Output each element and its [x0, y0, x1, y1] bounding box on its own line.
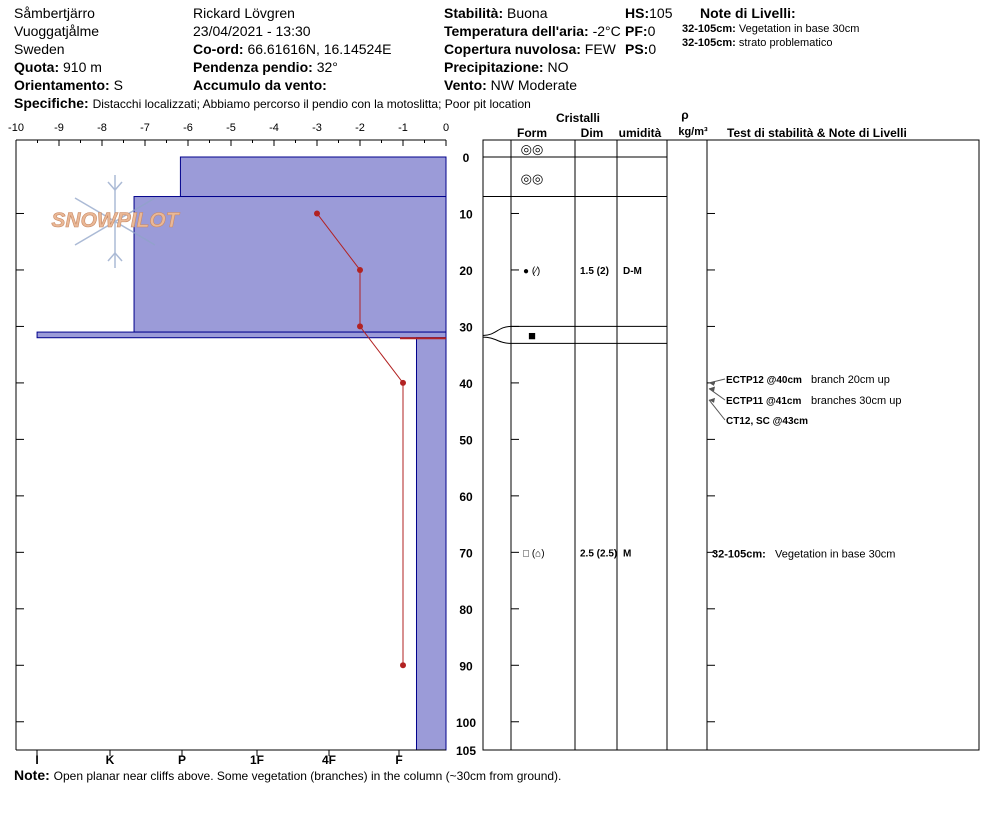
coord-value: 66.61616N, 16.14524E: [247, 41, 392, 57]
tests-header: Test di stabilità & Note di Livelli: [727, 126, 907, 140]
hs-value: 105: [649, 5, 673, 21]
depth-tick-label: 50: [459, 433, 473, 448]
test-note: branches 30cm up: [811, 395, 902, 407]
wind-value: NW Moderate: [490, 77, 578, 93]
test-code: ECTP11 @41cm: [726, 396, 802, 407]
test-arrow-head: [709, 381, 715, 386]
test-arrow-head: [709, 398, 715, 403]
slope-value: 32°: [316, 59, 338, 75]
crystals-header: Cristalli: [555, 111, 601, 125]
layer-note-1-text: Vegetation in base 30cm: [738, 23, 860, 35]
test-code: ECTP12 @40cm: [726, 375, 802, 386]
test-code: CT12, SC @43cm: [726, 416, 809, 427]
crystal-form: ● (∕): [523, 265, 541, 277]
pf-label: PF:: [625, 23, 648, 39]
observation-datetime: 23/04/2021 - 13:30: [193, 23, 311, 39]
specifics-label: Specifiche:: [14, 95, 89, 111]
ps-label: PS:: [625, 41, 649, 57]
layer-connector: [483, 337, 511, 343]
temp-tick-label: -6: [183, 122, 193, 134]
hardness-tick-label: I: [35, 753, 39, 767]
precip-value: NO: [547, 59, 569, 75]
test-arrow: [709, 389, 725, 400]
test-arrow: [709, 400, 725, 420]
depth-tick-label: 70: [459, 546, 473, 561]
layer-connector: [483, 326, 511, 335]
coord-label: Co-ord:: [193, 41, 244, 57]
hardness-tick-label: 4F: [321, 753, 337, 767]
dim-header: Dim: [580, 126, 604, 140]
aspect-label: Orientamento:: [14, 77, 110, 93]
hardness-bar-3: [416, 338, 446, 750]
air-temp-label: Temperatura dell'aria:: [444, 23, 589, 39]
depth-tick-label: 0: [462, 151, 470, 165]
depth-tick-label: 90: [459, 659, 473, 674]
temperature-point: [357, 323, 363, 329]
region-name: Vuoggatjålme: [14, 23, 100, 39]
temp-tick-label: -1: [398, 122, 408, 134]
elevation-value: 910 m: [63, 59, 102, 75]
footer-note-label: Note:: [14, 767, 50, 783]
hardness-bar-0: [180, 157, 446, 197]
hardness-bar-2: [37, 332, 446, 338]
hardness-tick-label: 1F: [249, 753, 265, 767]
temp-tick-label: 0: [442, 122, 450, 134]
hardness-tick-label: K: [105, 753, 115, 767]
hardness-bar-1: [134, 197, 446, 333]
form-symbol: ■: [528, 327, 536, 343]
ps-value: 0: [648, 41, 657, 57]
layer-note-2-text: strato problematico: [738, 37, 833, 49]
slope-label: Pendenza pendio:: [193, 59, 313, 75]
table-frame: [483, 140, 979, 750]
specifics-value: Distacchi localizzati; Abbiamo percorso il pendio con la motoslitta; Poor pit location: [92, 97, 531, 111]
hardness-tick-label: P: [177, 753, 187, 767]
depth-tick-label: 30: [459, 320, 473, 335]
pf-value: 0: [647, 23, 656, 39]
temperature-point: [400, 380, 406, 386]
density-unit: kg/m³: [678, 126, 708, 138]
cloud-value: FEW: [584, 41, 616, 57]
temp-tick-label: -10: [8, 122, 24, 134]
form-symbol: ◎◎: [520, 170, 544, 186]
temp-tick-label: -2: [355, 122, 365, 134]
stability-label: Stabilità:: [444, 5, 504, 21]
form-header: Form: [517, 126, 547, 140]
temp-tick-label: -7: [140, 122, 150, 134]
depth-tick-label: 80: [459, 602, 473, 617]
depth-tick-label: 20: [459, 263, 473, 278]
cloud-label: Copertura nuvolosa:: [444, 41, 581, 57]
temperature-point: [400, 662, 406, 668]
wind-label: Vento:: [444, 77, 487, 93]
layer-note-1-range: 32-105cm:: [682, 23, 736, 35]
precip-label: Precipitazione:: [444, 59, 544, 75]
crystal-humidity: D-M: [623, 265, 642, 277]
hardness-tick-label: F: [395, 753, 403, 767]
form-symbol: ◎◎: [520, 141, 544, 157]
test-note: branch 20cm up: [811, 374, 890, 386]
temp-tick-label: -8: [97, 122, 107, 134]
footer-note-text: Open planar near cliffs above. Some vegetation (branches) in the column (~30cm from ground).: [53, 769, 562, 783]
location-name: Såmbertjärro: [14, 5, 95, 21]
layer-note-row-range: 32-105cm:: [712, 548, 766, 561]
layer-note-2-range: 32-105cm:: [682, 37, 736, 49]
stability-value: Buona: [507, 5, 548, 21]
air-temp-value: -2°C: [592, 23, 621, 39]
crystal-dim: 1.5 (2): [580, 265, 609, 277]
density-symbol: ρ: [681, 108, 689, 122]
depth-tick-label: 100: [455, 715, 477, 730]
temp-tick-label: -4: [269, 122, 279, 134]
temperature-point: [357, 267, 363, 273]
layer-notes-title: Note di Livelli:: [700, 5, 796, 21]
temp-tick-label: -3: [312, 122, 322, 134]
temp-tick-label: -9: [54, 122, 64, 134]
aspect-value: S: [113, 77, 123, 93]
depth-tick-label: 60: [459, 489, 473, 504]
hardness-layers: [37, 157, 446, 750]
depth-tick-label: 40: [459, 376, 473, 391]
observer-name: Rickard Lövgren: [193, 5, 295, 21]
crystal-dim: 2.5 (2.5): [580, 548, 618, 560]
wind-load-label: Accumulo da vento:: [193, 77, 327, 93]
temperature-point: [314, 210, 320, 216]
humidity-header: umidità: [618, 126, 662, 140]
crystal-humidity: M: [623, 548, 632, 560]
hs-label: HS:: [625, 5, 650, 21]
watermark-text: SNOWPILOT: [51, 209, 179, 232]
temp-tick-label: -5: [226, 122, 236, 134]
country-name: Sweden: [14, 41, 65, 57]
depth-tick-label: 10: [459, 207, 473, 222]
elevation-label: Quota:: [14, 59, 60, 75]
crystal-form: □ (⌂): [523, 548, 545, 560]
footer-note: [14, 766, 561, 785]
depth-tick-label: 105: [455, 744, 477, 758]
layer-note-row-text: Vegetation in base 30cm: [775, 548, 896, 561]
table-grid: [483, 140, 979, 750]
